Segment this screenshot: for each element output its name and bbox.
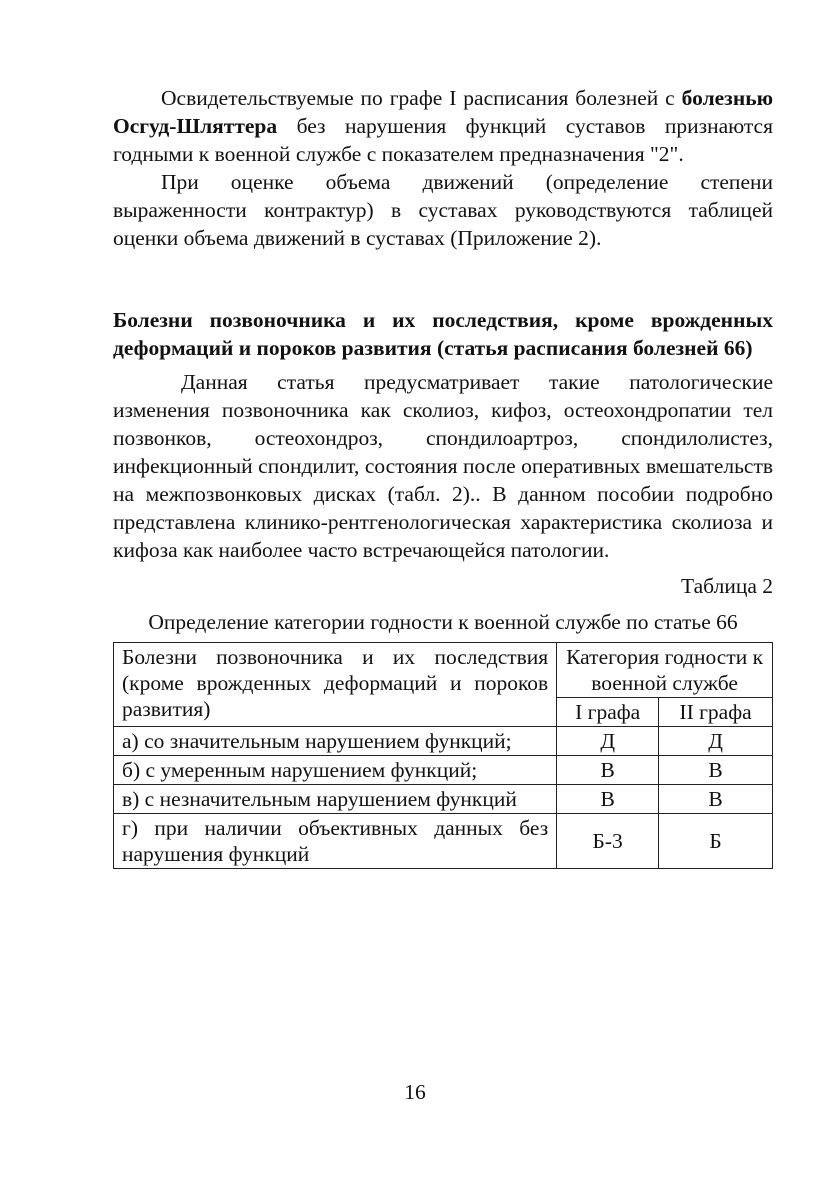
header-col-1: I графа	[557, 698, 659, 727]
row-grade-2: В	[659, 785, 773, 814]
row-condition: а) со значительным нарушением функций;	[114, 727, 557, 756]
intro-p1-bold: болезнью Осгуд-Шляттера	[113, 86, 774, 138]
table-row	[114, 785, 773, 814]
fitness-category-table	[113, 642, 773, 869]
row-grade-2: В	[659, 756, 773, 785]
row-condition: в) с незначительным нарушением функций	[114, 785, 557, 814]
section-heading: Болезни позвоночника и их последствия, кроме врожденных деформаций и пороков развития (статья расписания болезней 66)	[113, 308, 773, 360]
table-row	[114, 814, 773, 869]
row-condition: г) при наличии объективных данных без нарушения функций	[114, 814, 557, 869]
table-title: Определение категории годности к военной службе по статье 66	[148, 610, 738, 634]
table-header-row	[114, 643, 773, 698]
header-col-2: II графа	[659, 698, 773, 727]
header-category: Категория годности к военной службе	[557, 643, 773, 698]
table-caption: Таблица 2	[681, 574, 773, 598]
intro-p1-end: без нарушения функций суставов признаются годными к военной службе с показателем предназначения "2".	[113, 114, 773, 166]
row-grade-1: В	[557, 785, 659, 814]
table-row	[114, 727, 773, 756]
document-page	[113, 84, 773, 869]
page-number: 16	[404, 1080, 426, 1104]
row-grade-2: Б	[659, 814, 773, 869]
intro-p1-start: Освидетельствуемые по графе I расписания болезней с	[161, 86, 675, 110]
intro-paragraph-1	[113, 84, 773, 168]
row-grade-2: Д	[659, 727, 773, 756]
row-condition: б) с умеренным нарушением функций;	[114, 756, 557, 785]
header-condition: Болезни позвоночника и их последствия (кроме врожденных деформаций и пороков развития)	[114, 643, 557, 727]
table-row	[114, 756, 773, 785]
row-grade-1: В	[557, 756, 659, 785]
intro-paragraph-2: При оценке объема движений (определение степени выраженности контрактур) в суставах руководствуются таблицей оценки объема движений в суставах (Приложение 2).	[113, 170, 773, 250]
row-grade-1: Б-3	[557, 814, 659, 869]
section-body: Данная статья предусматривает такие патологические изменения позвоночника как сколиоз, кифоз, остеохондропатии тел позвонков, остеохондроз, спондилоартроз, спондилолистез, инфекционный спондилит, состояния после оперативных вмешательств на межпозвонковых дисках (табл. 2).. В данном пособии подробно представлена клинико-рентгенологическая характеристика сколиоза и кифоза как наиболее часто встречающейся патологии.	[113, 370, 773, 562]
row-grade-1: Д	[557, 727, 659, 756]
